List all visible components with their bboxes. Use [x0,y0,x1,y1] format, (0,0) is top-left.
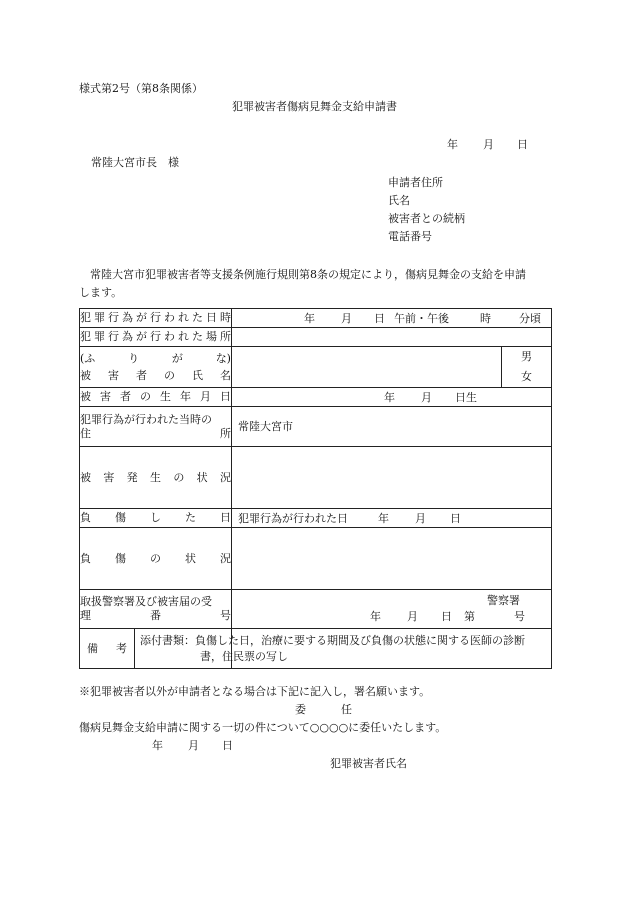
label-char: 被 [80,390,91,403]
row-address-at-crime [80,407,552,447]
label-char: 日 [220,390,231,403]
date-year-char: 年 [447,138,458,151]
label-char: た [185,511,196,524]
label-char: 取扱警察署及び被害届の受 [80,595,212,608]
birth-month-char: 月 [421,391,432,404]
form-title: 犯罪被害者傷病見舞金支給申請書 [232,100,397,113]
label-char: 犯 [80,330,91,343]
label-char: 理 [80,609,91,622]
label-char: 備 [87,641,98,655]
sex-female-option[interactable]: 女 [521,370,532,383]
receipt-year-char: 年 [370,610,381,623]
label-char: 被 [80,470,91,484]
applicant-phone-label: 電話番号 [388,230,432,243]
label-char: 行 [150,330,161,343]
row-police-report [80,590,552,629]
label-crime-location [80,328,232,347]
label-char: 状 [185,551,196,565]
label-char: 番 [150,609,161,622]
label-char: 為 [122,311,133,324]
row-victim-birthdate [80,388,552,407]
label-char: 負 [80,511,91,524]
victim-birthdate-field[interactable] [232,388,552,407]
label-char: が [171,351,183,365]
row-remarks [80,629,552,669]
remarks-label-box [80,629,135,668]
label-char: 犯罪行為が行われた当時の [80,412,212,426]
police-report-field[interactable] [232,590,552,629]
label-char: 年 [180,390,191,403]
row-damage-circumstances [80,447,552,509]
delegation-title-char-1: 委 [295,703,306,716]
crime-hour-char: 時 [480,312,491,325]
row-crime-datetime [80,309,552,328]
label-char: 氏 [192,368,203,382]
label-char: た [192,330,203,343]
city-prefilled: 常陸大宮市 [238,420,293,433]
label-char: 傷 [115,551,126,565]
label-char: わ [164,330,175,343]
label-char: れ [178,311,189,324]
crime-year-char: 年 [304,312,315,325]
label-char: 月 [200,390,211,403]
label-char: 生 [149,470,161,484]
victim-sex-choice[interactable] [502,347,552,388]
label-victim-name [80,347,232,388]
form-number: 様式第2号（第8条関係） [79,82,203,95]
label-char: 況 [220,551,231,565]
delegation-year-char: 年 [152,739,163,752]
label-char: 日 [220,511,231,524]
label-char: 罪 [94,311,105,324]
intro-line-1: 常陸大宮市犯罪被害者等支援条例施行規則第8条の規定により，傷病見舞金の支給を申請 [90,268,526,281]
label-char: の [140,390,151,403]
label-char: が [136,330,147,343]
label-char: 住 [80,426,91,440]
label-char: 害 [108,368,119,382]
label-char: の [150,551,161,565]
label-char: 名 [220,368,231,382]
applicant-address-label: 申請者住所 [388,176,443,189]
label-char: 傷 [115,511,126,524]
remarks-note-line-1: 添付書類：負傷した日，治療に要する期間及び負傷の状態に関する医師の診断 [140,634,525,647]
injury-status-field[interactable] [232,528,552,590]
label-char: わ [164,311,175,324]
label-char: の [164,368,175,382]
row-crime-location [80,328,552,347]
label-damage-circumstances [80,447,232,509]
injury-year-char: 年 [378,512,389,525]
label-char: 者 [136,368,147,382]
label-char: り [128,351,140,365]
label-char: 号 [220,609,231,622]
remarks-note [140,629,552,669]
label-char: の [173,470,185,484]
crime-datetime-field[interactable] [232,309,552,328]
label-char: 日 [206,311,217,324]
sex-male-option[interactable]: 男 [521,350,532,363]
label-char: 場 [206,330,217,343]
label-char: 害 [100,390,111,403]
label-char: 行 [108,330,119,343]
label-char: 行 [108,311,119,324]
applicant-relationship-label: 被害者との続柄 [388,212,465,225]
label-char: が [136,311,147,324]
crime-location-field[interactable] [232,328,552,347]
label-crime-datetime [80,309,232,328]
receipt-number-suffix: 号 [514,610,525,623]
injury-date-field[interactable] [232,509,552,528]
label-char: し [150,511,161,524]
label-char: 況 [219,470,231,484]
label-injury-status [80,528,232,590]
label-victim-birthdate [80,388,232,407]
label-char: た [192,311,203,324]
label-char: 負 [80,551,91,565]
label-police-report [80,590,232,629]
label-char: 発 [126,470,138,484]
victim-name-field[interactable] [232,347,502,388]
label-char: 罪 [94,330,105,343]
label-char: (ふ [80,351,96,365]
injury-month-char: 月 [415,512,426,525]
label-char: 所 [220,426,231,440]
label-char: れ [178,330,189,343]
delegation-note: ※犯罪被害者以外が申請者となる場合は下記に記入し，署名願います。 [79,685,431,698]
delegation-day-char: 日 [222,739,233,752]
crime-minute-char: 分頃 [519,312,541,325]
label-char: 行 [150,311,161,324]
crime-day-char: 日 [374,312,385,325]
label-char: 為 [122,330,133,343]
row-injury-status [80,528,552,590]
receipt-month-char: 月 [407,610,418,623]
damage-circumstances-field[interactable] [232,447,552,509]
label-char: 考 [116,641,127,655]
label-address-at-crime [80,407,232,447]
address-at-crime-field[interactable] [232,407,552,447]
delegation-month-char: 月 [188,739,199,752]
injury-date-prefix: 犯罪行為が行われた日 [238,512,348,525]
label-char: な) [215,351,231,365]
label-char: 状 [196,470,208,484]
label-char: 生 [160,390,171,403]
application-table [79,308,552,669]
row-injury-date [80,509,552,528]
label-injury-date [80,509,232,528]
date-month-char: 月 [483,138,494,151]
date-day-char: 日 [517,138,528,151]
crime-month-char: 月 [341,312,352,325]
victim-name-signature-label: 犯罪被害者氏名 [330,757,407,770]
label-char: 害 [103,470,115,484]
injury-day-char: 日 [450,512,461,525]
addressee: 常陸大宮市長 様 [91,156,179,169]
receipt-day-char: 日 [441,610,452,623]
label-char: 所 [220,330,231,343]
police-station-char: 警察署 [487,594,520,607]
label-char: 時 [220,311,231,324]
row-victim-name [80,347,552,388]
intro-line-2: します。 [79,286,123,299]
label-char: 被 [80,368,91,382]
am-pm-choice: 午前・午後 [394,312,449,325]
birth-year-char: 年 [384,391,395,404]
birth-day-char: 日生 [455,391,477,404]
delegation-text: 傷病見舞金支給申請に関する一切の件について○○○○に委任いたします。 [79,721,447,734]
receipt-number-prefix: 第 [464,610,475,623]
remarks-note-line-2: 書，住民票の写し [200,650,288,663]
delegation-title-char-2: 任 [341,703,352,716]
label-char: 犯 [80,311,91,324]
label-char: 者 [120,390,131,403]
applicant-name-label: 氏名 [388,194,410,207]
